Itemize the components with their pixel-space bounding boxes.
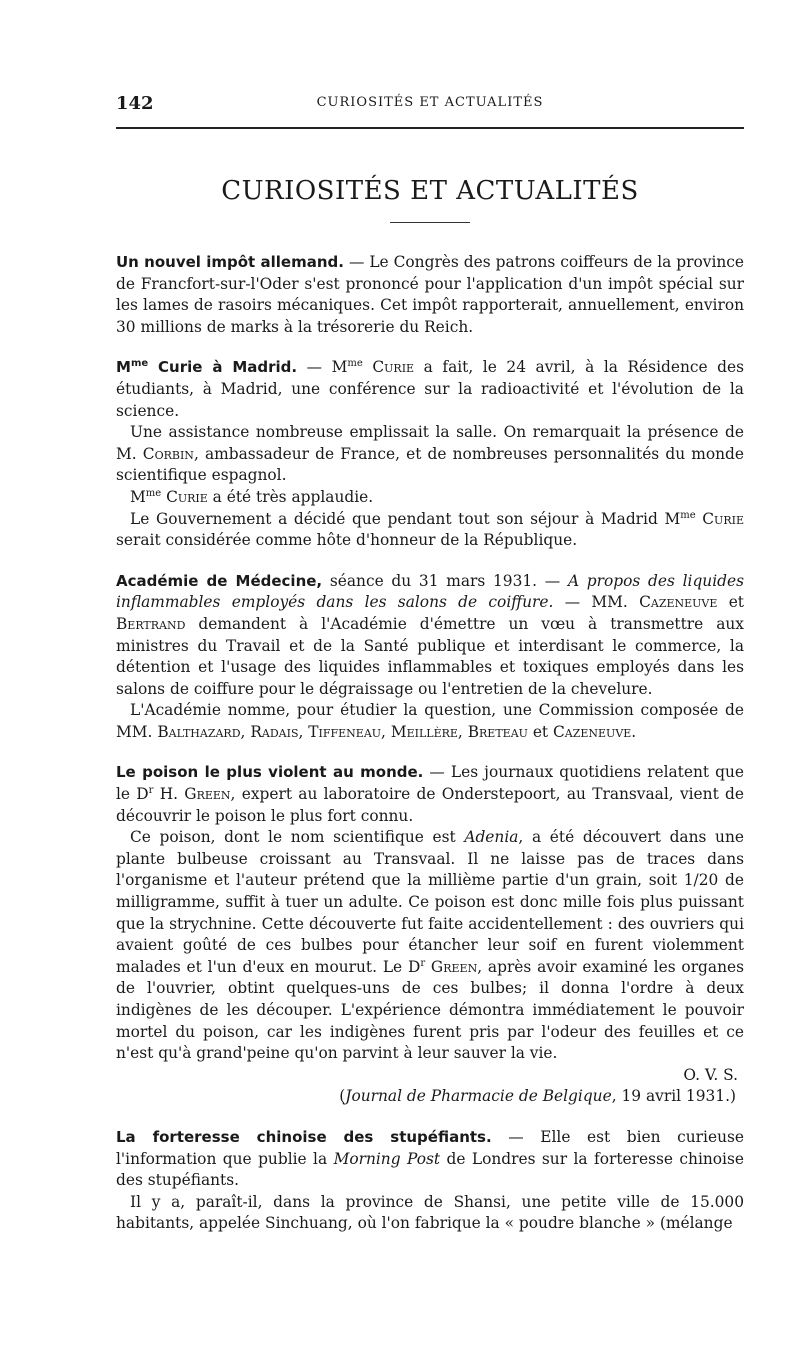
paragraph: $M^{me}$ Curie à Madrid. — $M^{me}$ Curie a fait, le 24 avril, à la Résidence des étudiants, à Madrid, une conférence sur la radioactivité et l'évolution de la science.: [116, 358, 745, 420]
title-rule: [390, 222, 470, 223]
citation: (Journal de Pharmacie de Belgique, 19 avril 1931.): [339, 1087, 736, 1106]
paragraph: Ce poison, dont le nom scientifique est Adenia, a été découvert dans une plante bulbeuse croissant au Transvaal. Il ne laisse pas de traces dans l'organisme et l'auteur prétend que la millième partie d'un grain, soit 1/20 de milligramme, suffit à tuer un adulte. Ce poison est donc mille fois plus puissant que la strychnine. Cette découverte fut faite accidentellement : des ouvriers qui avaient goûté de ces bulbes pour étancher leur soif en furent violemment malades et l'un d'eux en mourut. Le $D^r$ Green, après avoir examiné les organes de l'ouvrier, obtint quelques-uns de ces bulbes; il donna l'ordre à deux indigènes de les découper. L'expérience démontra immédiatement le pouvoir mortel du poison, car les indigènes furent pris par l'odeur des feuilles et ce n'est qu'à grand'peine qu'on parvint à leur sauver la vie.: [116, 828, 744, 1063]
section-heading: Un nouvel impôt allemand.: [116, 253, 344, 271]
paragraph: Le Gouvernement a décidé que pendant tout son séjour à Madrid $M^{me}$ Curie serait considérée comme hôte d'honneur de la République.: [116, 509, 744, 550]
header-rule: [116, 127, 744, 129]
section-poison: [116, 762, 744, 1108]
running-title: CURIOSITÉS ET ACTUALITÉS: [316, 95, 544, 110]
section-curie-madrid: [116, 357, 744, 551]
page-number: 142: [116, 93, 154, 114]
section-impot-allemand: [116, 252, 744, 338]
section-heading: Académie de Médecine,: [116, 571, 323, 590]
paragraph: La forteresse chinoise des stupéfiants. — Elle est bien curieuse l'information que publie la Morning Post de Londres sur la forteresse chinoise des stupéfiants.: [116, 1127, 744, 1190]
paragraph: Académie de Médecine, séance du 31 mars 1931. — A propos des liquides inflammables employés dans les salons de coiffure. — MM. Cazeneuve et Bertrand demandent à l'Académie d'émettre un vœu à transmettre aux ministres du Travail et de la Santé publique et interdisant le commerce, la détention et l'usage des liquides inflammables et toxiques employés dans les salons de coiffure pour le dégraissage ou l'entretien de la chevelure.: [116, 571, 744, 698]
paragraph: L'Académie nomme, pour étudier la question, une Commission composée de MM. Balthazard, Radais, Tiffeneau, Meillère, Breteau et Cazeneuve.: [116, 701, 744, 741]
paragraph: Un nouvel impôt allemand. — Le Congrès des patrons coiffeurs de la province de Francfort-sur-l'Oder s'est prononcé pour l'application d'un impôt spécial sur les lames de rasoirs mécaniques. Cet impôt rapporterait, annuellement, environ 30 millions de marks à la trésorerie du Reich.: [116, 253, 745, 336]
signature: O. V. S.: [683, 1065, 738, 1084]
section-heading: $M^{me}$ Curie à Madrid.: [116, 358, 298, 377]
article-body: [116, 252, 744, 1254]
section-academie-medecine: [116, 571, 744, 744]
section-heading: La forteresse chinoise des stupéfiants.: [116, 1127, 492, 1146]
page-title: CURIOSITÉS ET ACTUALITÉS: [221, 176, 639, 206]
section-forteresse: [116, 1127, 744, 1235]
paragraph: $M^{me}$ Curie a été très applaudie.: [130, 487, 374, 506]
section-heading: Le poison le plus violent au monde.: [116, 763, 424, 782]
paragraph: Une assistance nombreuse emplissait la salle. On remarquait la présence de M. Corbin, ambassadeur de France, et de nombreuses personnalités du monde scientifique espagnol.: [116, 423, 744, 485]
paragraph: Il y a, paraît-il, dans la province de Shansi, une petite ville de 15.000 habitants, appelée Sinchuang, où l'on fabrique la « poudre blanche » (mélange: [116, 1192, 744, 1233]
running-head: [116, 93, 744, 113]
paragraph: Le poison le plus violent au monde. — Les journaux quotidiens relatent que le $D^r$ H. Green, expert au laboratoire de Onderstepoort, au Transvaal, vient de découvrir le poison le plus fort connu.: [116, 763, 744, 825]
